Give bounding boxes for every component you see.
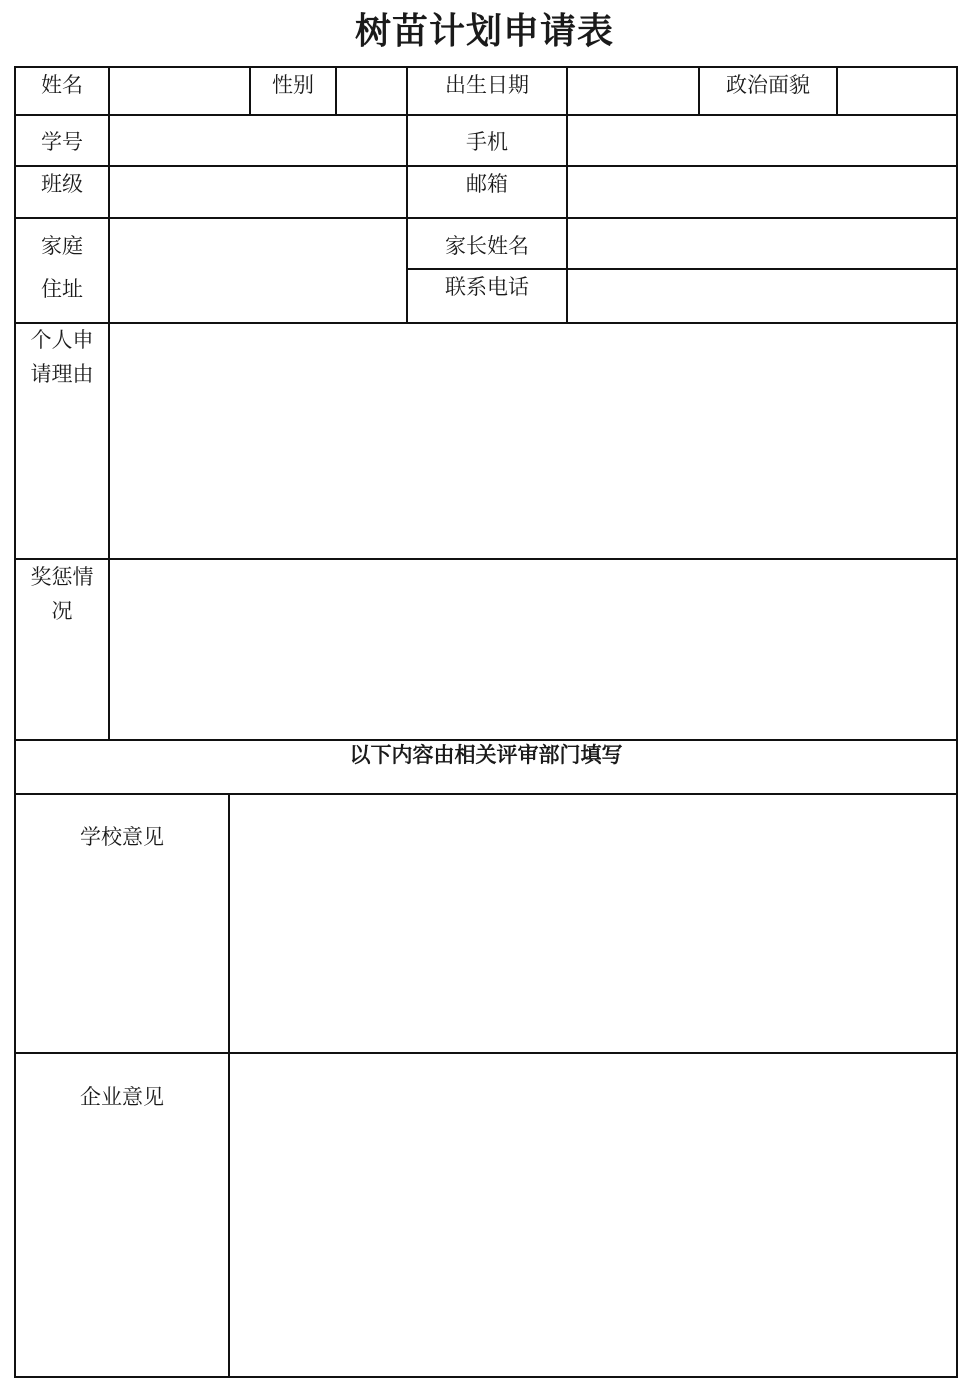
awards-label-line1: 奖惩情	[30, 565, 94, 589]
school-opinion-field[interactable]	[228, 793, 958, 1054]
mobile-label: 手机	[466, 130, 508, 154]
birth-date-label: 出生日期	[445, 73, 529, 97]
class-field[interactable]	[108, 165, 408, 219]
parent-name-label: 家长姓名	[445, 234, 529, 258]
awards-field[interactable]	[108, 558, 958, 741]
student-id-label: 学号	[41, 130, 83, 154]
reason-field[interactable]	[108, 322, 958, 560]
reason-label-cell	[14, 322, 110, 560]
home-label-line1: 家庭	[41, 234, 83, 258]
review-banner: 以下内容由相关评审部门填写	[349, 743, 623, 767]
name-label: 姓名	[41, 73, 83, 97]
home-label-line2: 住址	[41, 277, 83, 301]
political-status-label: 政治面貌	[726, 73, 810, 97]
gender-field[interactable]	[335, 66, 408, 116]
email-field[interactable]	[566, 165, 958, 219]
name-field[interactable]	[108, 66, 251, 116]
company-opinion-label: 企业意见	[80, 1085, 164, 1109]
email-label: 邮箱	[466, 172, 508, 196]
political-status-field[interactable]	[836, 66, 958, 116]
birth-date-field[interactable]	[566, 66, 700, 116]
parent-name-field[interactable]	[566, 217, 958, 270]
reason-label-line1: 个人申	[30, 328, 94, 352]
form-title: 树苗计划申请表	[354, 11, 614, 52]
mobile-field[interactable]	[566, 114, 958, 167]
awards-label-line2: 况	[51, 599, 73, 623]
company-opinion-field[interactable]	[228, 1052, 958, 1378]
reason-label-line2: 请理由	[30, 362, 94, 386]
home-address-field[interactable]	[108, 217, 408, 324]
contact-phone-label: 联系电话	[445, 275, 529, 299]
school-opinion-label: 学校意见	[80, 825, 164, 849]
student-id-field[interactable]	[108, 114, 408, 167]
contact-phone-field[interactable]	[566, 268, 958, 324]
gender-label: 性别	[272, 73, 314, 97]
class-label: 班级	[41, 172, 83, 196]
